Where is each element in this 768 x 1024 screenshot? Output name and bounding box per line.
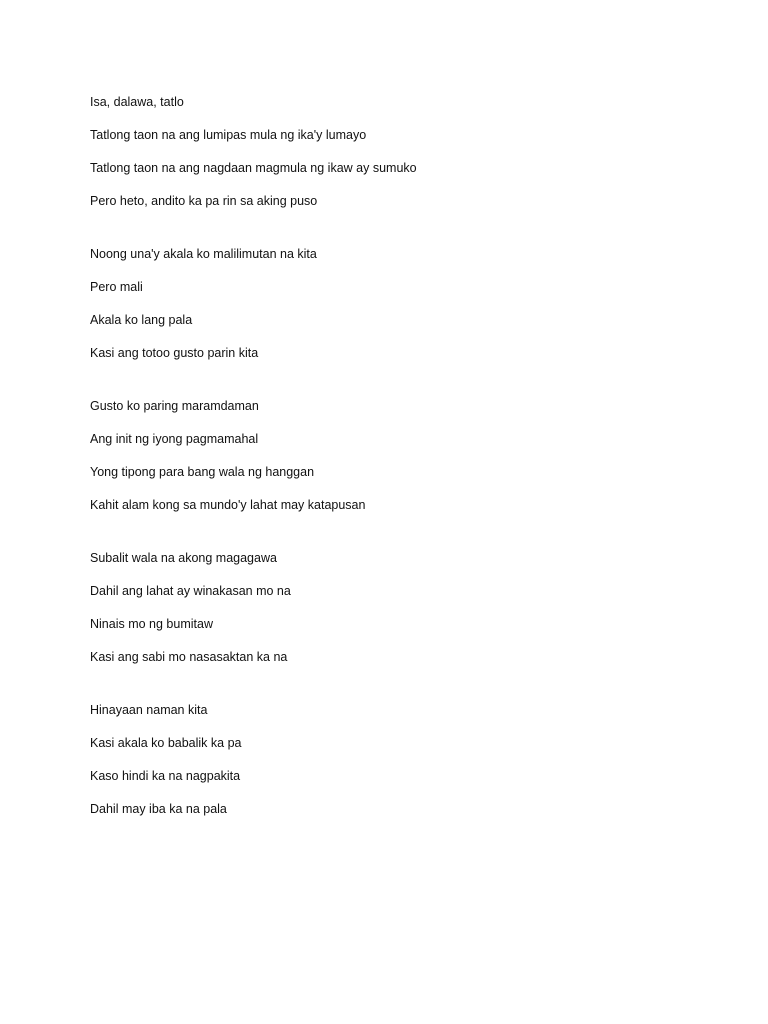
poem-line: Tatlong taon na ang nagdaan magmula ng ikaw ay sumuko bbox=[90, 161, 417, 175]
poem-line: Isa, dalawa, tatlo bbox=[90, 95, 184, 109]
poem-line: Akala ko lang pala bbox=[90, 313, 193, 327]
stanza-4 bbox=[90, 548, 730, 667]
stanza-1 bbox=[90, 92, 730, 211]
poem-line: Gusto ko paring maramdaman bbox=[90, 399, 259, 413]
poem-line: Tatlong taon na ang lumipas mula ng ika'y lumayo bbox=[90, 128, 367, 142]
poem-line: Dahil may iba ka na pala bbox=[90, 802, 227, 816]
poem-line: Subalit wala na akong magagawa bbox=[90, 551, 277, 565]
stanza-3 bbox=[90, 396, 730, 515]
poem-line: Ninais mo ng bumitaw bbox=[90, 617, 213, 631]
poem-line: Kasi ang sabi mo nasasaktan ka na bbox=[90, 650, 288, 664]
stanza-2 bbox=[90, 244, 730, 363]
poem-line: Dahil ang lahat ay winakasan mo na bbox=[90, 584, 291, 598]
poem-line: Pero mali bbox=[90, 280, 143, 294]
poem-line: Noong una'y akala ko malilimutan na kita bbox=[90, 247, 317, 261]
poem-line: Kaso hindi ka na nagpakita bbox=[90, 769, 241, 783]
poem-line: Pero heto, andito ka pa rin sa aking puso bbox=[90, 194, 318, 208]
stanza-5 bbox=[90, 700, 730, 819]
poem-line: Hinayaan naman kita bbox=[90, 703, 208, 717]
poem-line: Kasi ang totoo gusto parin kita bbox=[90, 346, 259, 360]
poem-line: Yong tipong para bang wala ng hanggan bbox=[90, 465, 315, 479]
poem-line: Ang init ng iyong pagmamahal bbox=[90, 432, 259, 446]
poem-line: Kasi akala ko babalik ka pa bbox=[90, 736, 242, 750]
poem-body bbox=[90, 92, 730, 852]
poem-line: Kahit alam kong sa mundo'y lahat may katapusan bbox=[90, 498, 366, 512]
